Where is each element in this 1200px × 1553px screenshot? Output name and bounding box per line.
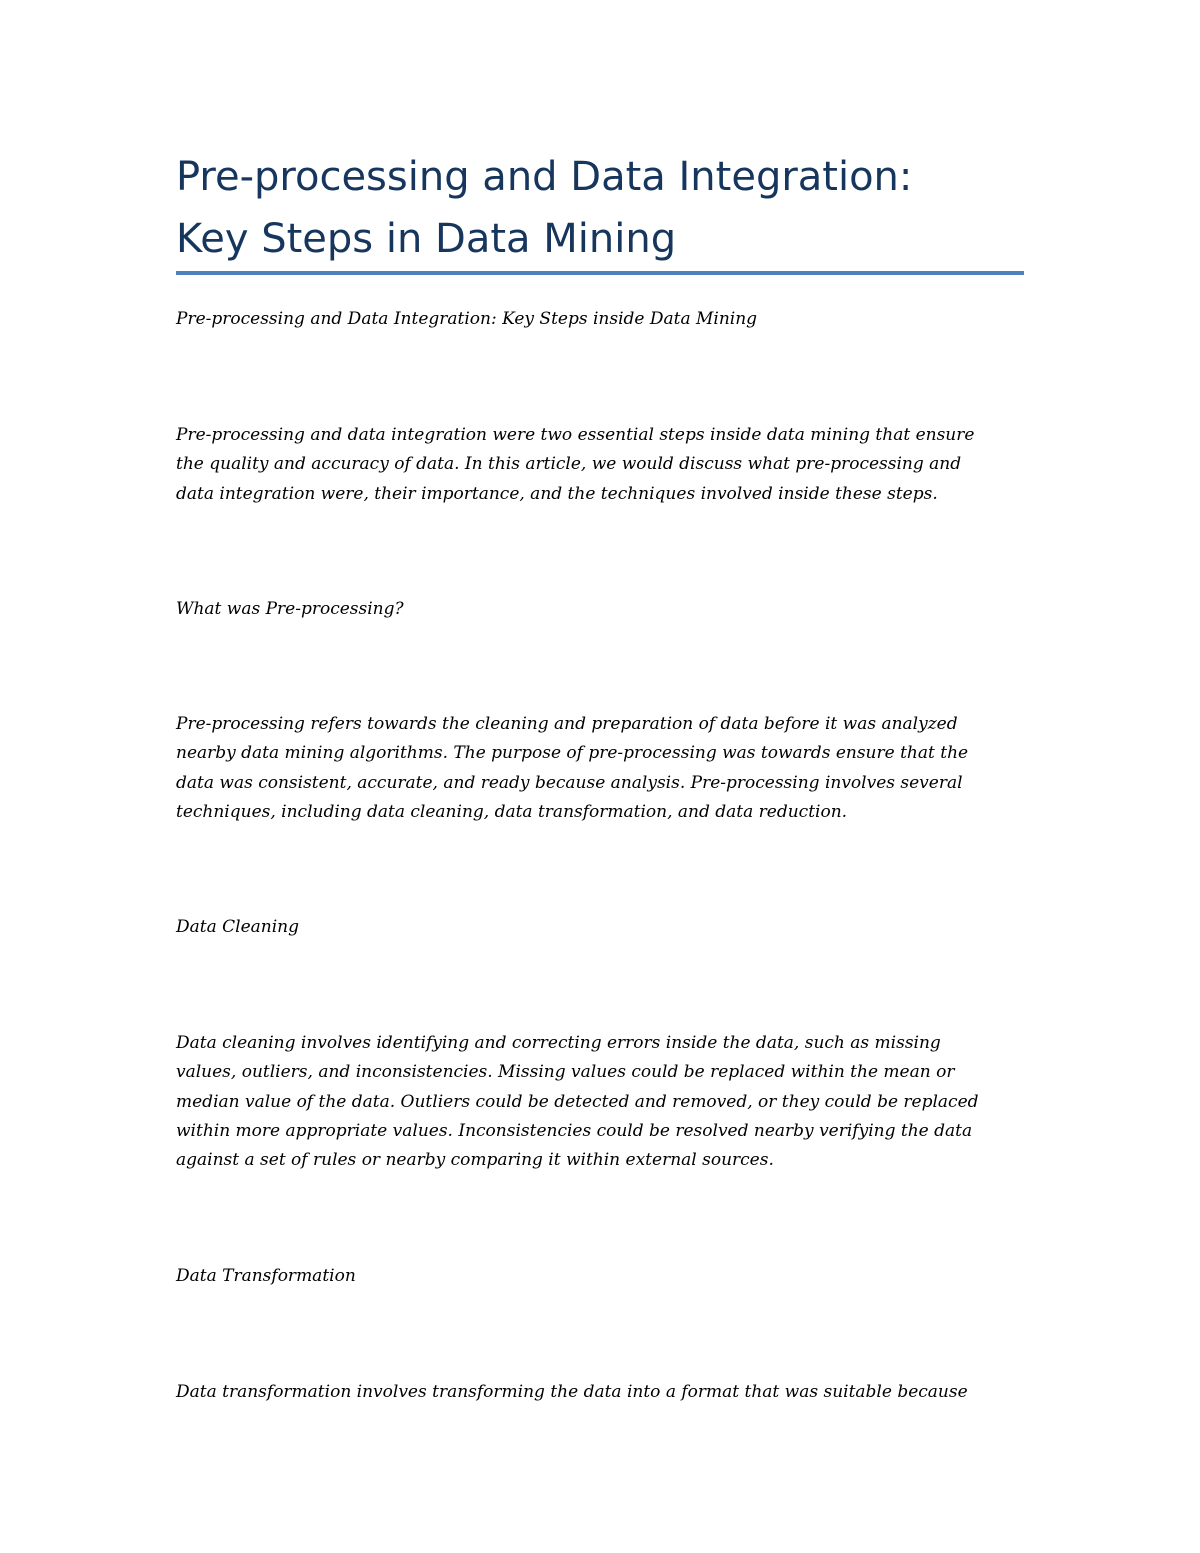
transformation-heading <box>176 1262 1026 1291</box>
document-title <box>176 146 1026 270</box>
cleaning-line: against a set of rules or nearby comparing it within external sources. <box>176 1150 774 1171</box>
intro-line: the quality and accuracy of data. In this article, we would discuss what pre-processing and <box>176 454 962 475</box>
transformation-heading-text: Data Transformation <box>176 1266 356 1286</box>
cleaning-heading <box>176 913 1026 942</box>
title-divider <box>176 271 1024 275</box>
cleaning-paragraph <box>176 1029 1026 1175</box>
intro-paragraph <box>176 421 1026 509</box>
cleaning-heading-text: Data Cleaning <box>176 917 299 937</box>
preprocessing-heading-text: What was Pre-processing? <box>176 599 404 619</box>
intro-line: Pre-processing and data integration were two essential steps inside data mining that ensure <box>176 425 975 445</box>
subtitle-text: Pre-processing and Data Integration: Key Steps inside Data Mining <box>176 309 758 329</box>
title-line-1: Pre-processing and Data Integration: <box>176 154 913 200</box>
transformation-line: Data transformation involves transforming the data into a format that was suitable because <box>176 1382 968 1402</box>
cleaning-line: median value of the data. Outliers could be detected and removed, or they could be replaced <box>176 1091 979 1112</box>
subtitle-paragraph <box>176 305 1026 334</box>
title-line-2: Key Steps in Data Mining <box>176 216 677 262</box>
transformation-paragraph <box>176 1378 1026 1407</box>
preprocessing-line: techniques, including data cleaning, data transformation, and data reduction. <box>176 801 848 822</box>
preprocessing-line: Pre-processing refers towards the cleaning and preparation of data before it was analyzed <box>176 714 958 734</box>
cleaning-line: Data cleaning involves identifying and correcting errors inside the data, such as missing <box>176 1033 941 1053</box>
preprocessing-line: nearby data mining algorithms. The purpose of pre-processing was towards ensure that the <box>176 743 969 764</box>
cleaning-line: values, outliers, and inconsistencies. Missing values could be replaced within the mean or <box>176 1062 955 1083</box>
cleaning-line: within more appropriate values. Inconsistencies could be resolved nearby verifying the data <box>176 1120 973 1141</box>
preprocessing-heading <box>176 595 1026 624</box>
preprocessing-paragraph <box>176 710 1026 827</box>
preprocessing-line: data was consistent, accurate, and ready because analysis. Pre-processing involves several <box>176 772 963 793</box>
intro-line: data integration were, their importance, and the techniques involved inside these steps. <box>176 483 938 504</box>
